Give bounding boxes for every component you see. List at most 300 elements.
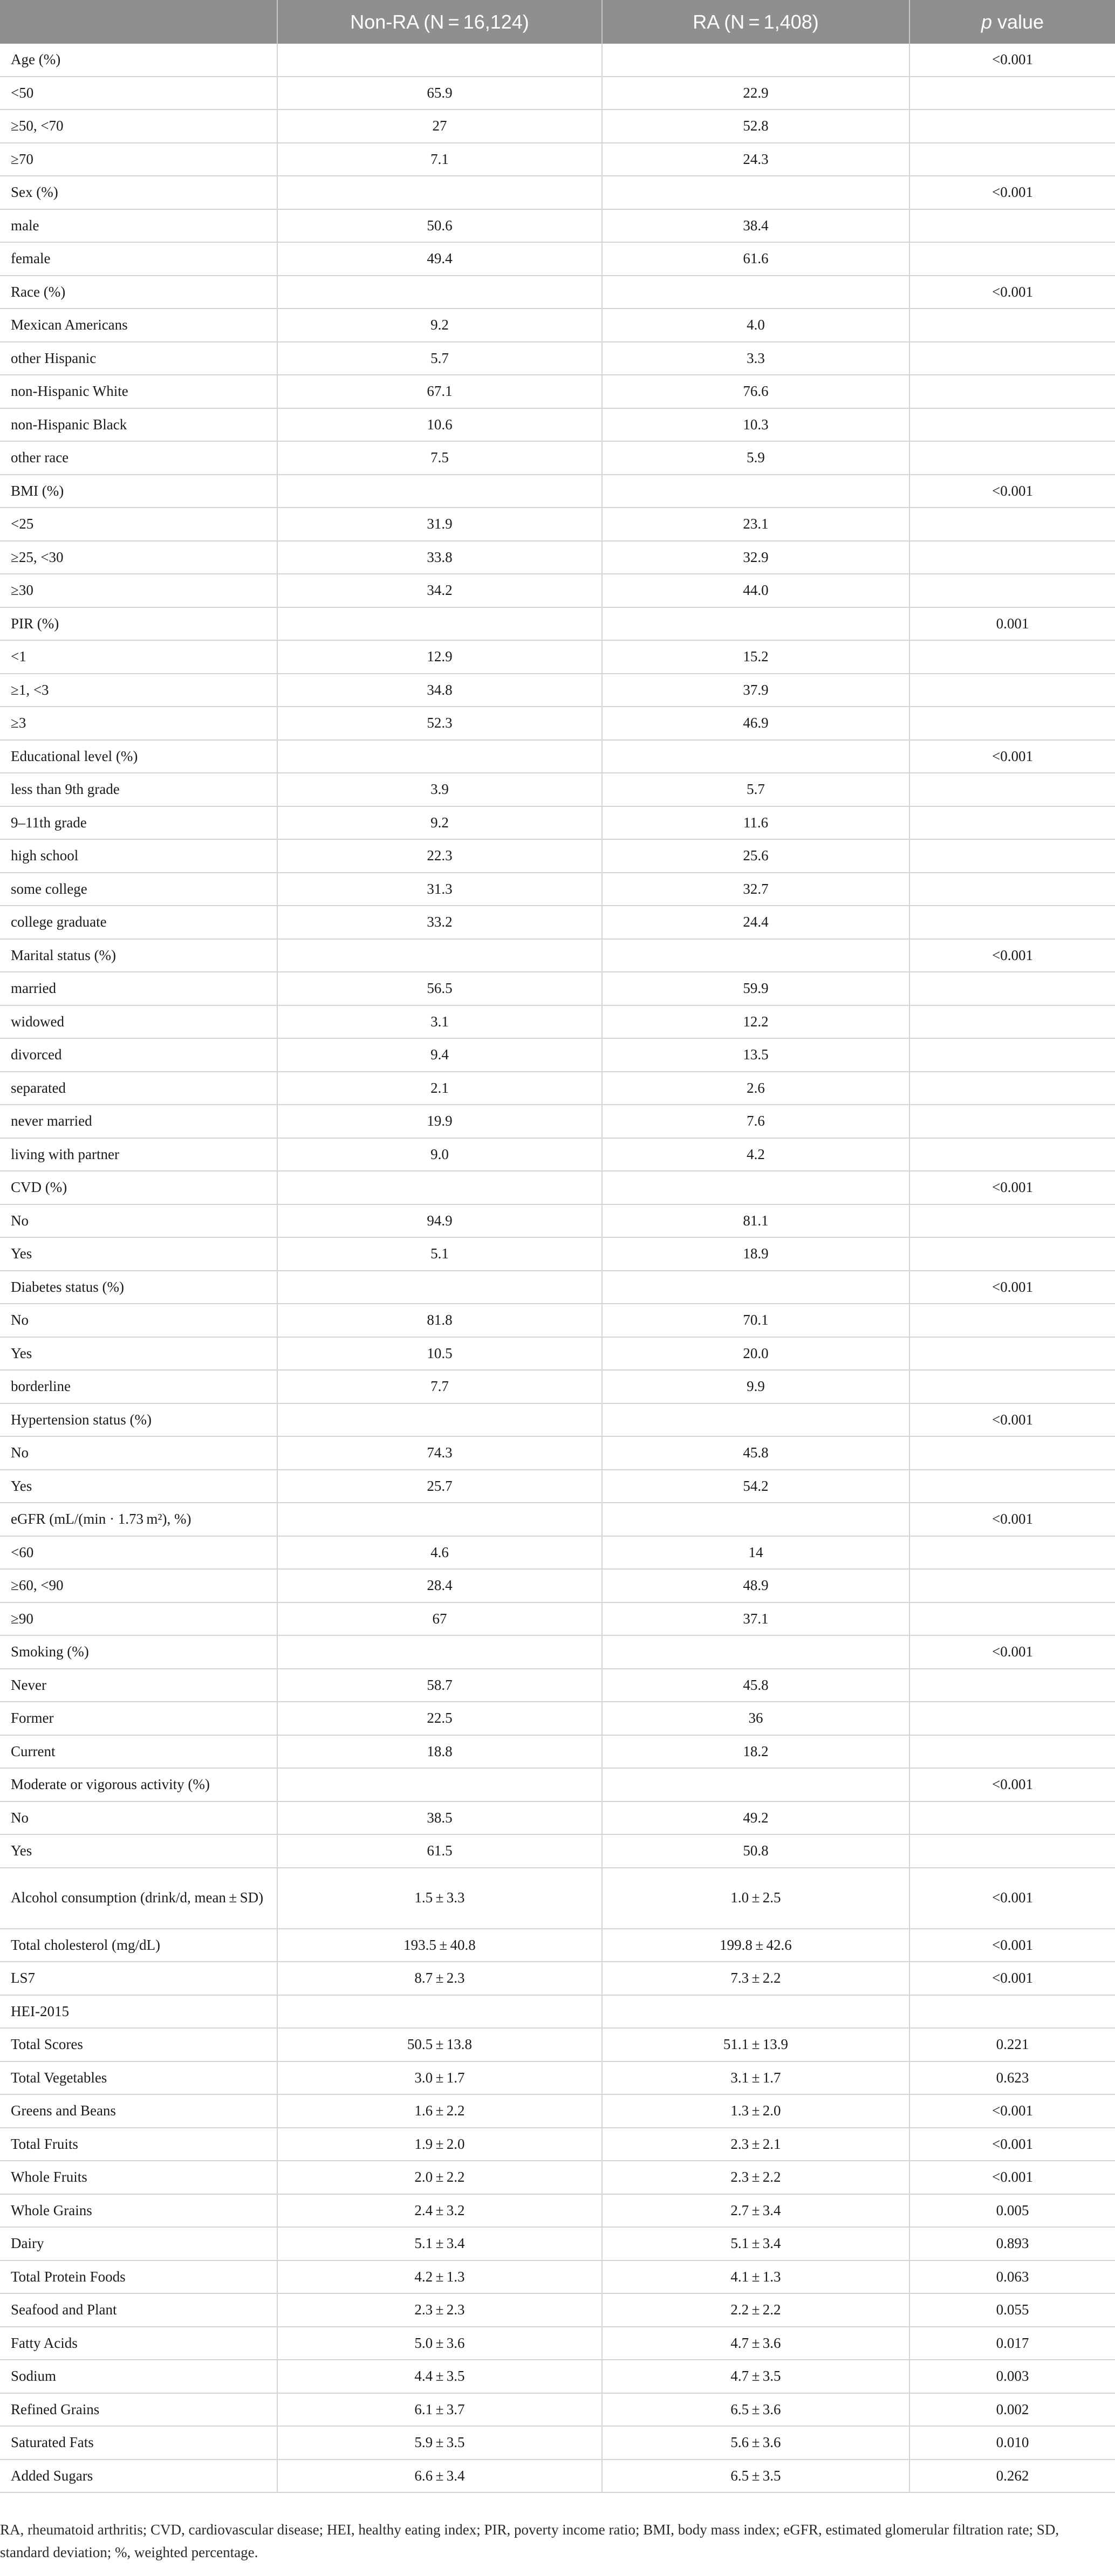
cell-p-value: <0.001 bbox=[909, 2128, 1115, 2161]
table-row bbox=[0, 441, 1115, 475]
cell-variable: less than 9th grade bbox=[0, 773, 277, 806]
header-p-rest: value bbox=[991, 10, 1044, 33]
cell-non-ra: 65.9 bbox=[277, 77, 602, 110]
table-row bbox=[0, 1768, 1115, 1801]
cell-p-value bbox=[909, 242, 1115, 276]
table-row bbox=[0, 1204, 1115, 1238]
cell-p-value bbox=[909, 408, 1115, 442]
cell-non-ra: 52.3 bbox=[277, 707, 602, 740]
table-row bbox=[0, 740, 1115, 773]
cell-non-ra: 7.7 bbox=[277, 1370, 602, 1403]
cell-p-value bbox=[909, 707, 1115, 740]
table-row bbox=[0, 2293, 1115, 2327]
cell-p-value bbox=[909, 1995, 1115, 2029]
cell-non-ra: 18.8 bbox=[277, 1735, 602, 1769]
cell-ra bbox=[602, 44, 909, 77]
cell-variable: ≥3 bbox=[0, 707, 277, 740]
cell-ra: 1.0 ± 2.5 bbox=[602, 1868, 909, 1929]
cell-p-value bbox=[909, 773, 1115, 806]
cell-variable: Saturated Fats bbox=[0, 2426, 277, 2459]
table-row bbox=[0, 839, 1115, 873]
cell-p-value: 0.001 bbox=[909, 607, 1115, 641]
cell-p-value bbox=[909, 309, 1115, 342]
cell-ra: 4.7 ± 3.6 bbox=[602, 2327, 909, 2360]
table-row bbox=[0, 1237, 1115, 1271]
cell-variable: male bbox=[0, 209, 277, 243]
cell-ra: 48.9 bbox=[602, 1569, 909, 1602]
cell-non-ra: 10.5 bbox=[277, 1337, 602, 1371]
cell-variable: Hypertension status (%) bbox=[0, 1403, 277, 1437]
cell-non-ra: 25.7 bbox=[277, 1470, 602, 1503]
table-row bbox=[0, 2393, 1115, 2427]
cell-ra: 4.0 bbox=[602, 309, 909, 342]
cell-ra: 5.1 ± 3.4 bbox=[602, 2227, 909, 2260]
table-row bbox=[0, 1536, 1115, 1570]
cell-non-ra bbox=[277, 939, 602, 972]
cell-p-value bbox=[909, 1204, 1115, 1238]
table-row bbox=[0, 1105, 1115, 1138]
cell-non-ra: 6.6 ± 3.4 bbox=[277, 2459, 602, 2493]
cell-variable: ≥1, <3 bbox=[0, 674, 277, 707]
cell-ra: 45.8 bbox=[602, 1669, 909, 1702]
cell-variable: Total Fruits bbox=[0, 2128, 277, 2161]
cell-non-ra: 34.8 bbox=[277, 674, 602, 707]
cell-p-value: 0.623 bbox=[909, 2061, 1115, 2095]
cell-p-value bbox=[909, 1005, 1115, 1039]
table-row bbox=[0, 2426, 1115, 2459]
cell-variable: Total Protein Foods bbox=[0, 2260, 277, 2294]
cell-p-value: <0.001 bbox=[909, 2161, 1115, 2194]
cell-variable: Yes bbox=[0, 1470, 277, 1503]
cell-non-ra: 3.1 bbox=[277, 1005, 602, 1039]
cell-non-ra bbox=[277, 740, 602, 773]
cell-p-value bbox=[909, 1735, 1115, 1769]
cell-ra: 52.8 bbox=[602, 109, 909, 143]
cell-non-ra: 81.8 bbox=[277, 1304, 602, 1337]
cell-p-value: <0.001 bbox=[909, 276, 1115, 309]
cell-p-value: <0.001 bbox=[909, 1403, 1115, 1437]
cell-ra: 2.6 bbox=[602, 1072, 909, 1105]
table-row bbox=[0, 2227, 1115, 2260]
table-row bbox=[0, 1304, 1115, 1337]
cell-p-value bbox=[909, 1038, 1115, 1072]
table-row bbox=[0, 674, 1115, 707]
cell-variable: Race (%) bbox=[0, 276, 277, 309]
header-non-ra: Non-RA (N = 16,124) bbox=[277, 0, 602, 44]
cell-non-ra: 33.8 bbox=[277, 541, 602, 574]
cell-variable: ≥25, <30 bbox=[0, 541, 277, 574]
table-row bbox=[0, 1569, 1115, 1602]
table-row bbox=[0, 1271, 1115, 1304]
cell-non-ra: 74.3 bbox=[277, 1436, 602, 1470]
cell-variable: ≥30 bbox=[0, 574, 277, 607]
cell-non-ra: 5.1 bbox=[277, 1237, 602, 1271]
cell-ra: 32.7 bbox=[602, 873, 909, 906]
table-row bbox=[0, 508, 1115, 541]
table-header bbox=[0, 0, 1115, 44]
cell-p-value: <0.001 bbox=[909, 1929, 1115, 1962]
cell-non-ra bbox=[277, 1768, 602, 1801]
cell-ra: 38.4 bbox=[602, 209, 909, 243]
cell-non-ra: 28.4 bbox=[277, 1569, 602, 1602]
cell-non-ra: 193.5 ± 40.8 bbox=[277, 1929, 602, 1962]
cell-ra bbox=[602, 1403, 909, 1437]
cell-non-ra: 67 bbox=[277, 1602, 602, 1636]
cell-variable: separated bbox=[0, 1072, 277, 1105]
cell-variable: Dairy bbox=[0, 2227, 277, 2260]
cell-variable: No bbox=[0, 1304, 277, 1337]
cell-p-value bbox=[909, 342, 1115, 375]
cell-non-ra: 9.0 bbox=[277, 1138, 602, 1171]
cell-p-value bbox=[909, 1569, 1115, 1602]
cell-ra: 14 bbox=[602, 1536, 909, 1570]
cell-ra: 76.6 bbox=[602, 375, 909, 408]
cell-variable: Diabetes status (%) bbox=[0, 1271, 277, 1304]
table-row bbox=[0, 640, 1115, 674]
cell-variable: No bbox=[0, 1204, 277, 1238]
cell-ra: 199.8 ± 42.6 bbox=[602, 1929, 909, 1962]
cell-ra: 2.2 ± 2.2 bbox=[602, 2293, 909, 2327]
cell-p-value bbox=[909, 674, 1115, 707]
cell-variable: LS7 bbox=[0, 1962, 277, 1995]
cell-non-ra bbox=[277, 1635, 602, 1669]
cell-ra: 6.5 ± 3.5 bbox=[602, 2459, 909, 2493]
cell-p-value bbox=[909, 1702, 1115, 1735]
table-row bbox=[0, 1370, 1115, 1403]
table-row bbox=[0, 1602, 1115, 1636]
table-row bbox=[0, 143, 1115, 176]
cell-ra: 24.4 bbox=[602, 906, 909, 939]
cell-variable: Never bbox=[0, 1669, 277, 1702]
cell-p-value bbox=[909, 508, 1115, 541]
cell-non-ra: 2.4 ± 3.2 bbox=[277, 2194, 602, 2228]
table-row bbox=[0, 906, 1115, 939]
cell-non-ra: 22.5 bbox=[277, 1702, 602, 1735]
table-row bbox=[0, 1702, 1115, 1735]
cell-variable: Yes bbox=[0, 1237, 277, 1271]
cell-variable: Added Sugars bbox=[0, 2459, 277, 2493]
cell-non-ra: 49.4 bbox=[277, 242, 602, 276]
cell-ra: 7.3 ± 2.2 bbox=[602, 1962, 909, 1995]
cell-non-ra: 61.5 bbox=[277, 1834, 602, 1868]
table-row bbox=[0, 1470, 1115, 1503]
cell-ra bbox=[602, 939, 909, 972]
cell-variable: divorced bbox=[0, 1038, 277, 1072]
cell-p-value bbox=[909, 1337, 1115, 1371]
table-footnote: RA, rheumatoid arthritis; CVD, cardiovascular disease; HEI, healthy eating index; PIR, poverty income ratio; BMI, body mass index; eGFR, estimated glomerular filtration rate; SD, standard deviation; %, weighted percentage. bbox=[0, 2522, 1059, 2560]
cell-variable: Mexican Americans bbox=[0, 309, 277, 342]
cell-p-value: 0.017 bbox=[909, 2327, 1115, 2360]
table-row bbox=[0, 773, 1115, 806]
header-ra: RA (N = 1,408) bbox=[602, 0, 909, 44]
cell-p-value bbox=[909, 1436, 1115, 1470]
cell-ra: 4.7 ± 3.5 bbox=[602, 2360, 909, 2393]
cell-p-value: <0.001 bbox=[909, 740, 1115, 773]
cell-non-ra bbox=[277, 1995, 602, 2029]
table-row bbox=[0, 1735, 1115, 1769]
cell-non-ra bbox=[277, 1503, 602, 1536]
cell-non-ra: 22.3 bbox=[277, 839, 602, 873]
cell-variable: non-Hispanic Black bbox=[0, 408, 277, 442]
cell-variable: Current bbox=[0, 1735, 277, 1769]
cell-variable: Yes bbox=[0, 1337, 277, 1371]
cell-ra: 1.3 ± 2.0 bbox=[602, 2094, 909, 2128]
cell-p-value bbox=[909, 1470, 1115, 1503]
cell-ra bbox=[602, 1171, 909, 1204]
table-row bbox=[0, 2028, 1115, 2061]
cell-p-value: 0.055 bbox=[909, 2293, 1115, 2327]
cell-non-ra bbox=[277, 475, 602, 508]
cell-variable: ≥70 bbox=[0, 143, 277, 176]
cell-p-value: <0.001 bbox=[909, 1962, 1115, 1995]
cell-p-value: 0.221 bbox=[909, 2028, 1115, 2061]
cell-non-ra: 94.9 bbox=[277, 1204, 602, 1238]
table-row bbox=[0, 1635, 1115, 1669]
cell-variable: widowed bbox=[0, 1005, 277, 1039]
cell-non-ra: 58.7 bbox=[277, 1669, 602, 1702]
cell-non-ra: 7.1 bbox=[277, 143, 602, 176]
table-row bbox=[0, 972, 1115, 1005]
table-row bbox=[0, 408, 1115, 442]
table-row bbox=[0, 309, 1115, 342]
table-row bbox=[0, 2327, 1115, 2360]
cell-non-ra: 1.5 ± 3.3 bbox=[277, 1868, 602, 1929]
cell-p-value: <0.001 bbox=[909, 1271, 1115, 1304]
cell-ra: 18.9 bbox=[602, 1237, 909, 1271]
cell-variable: ≥90 bbox=[0, 1602, 277, 1636]
cell-variable: Moderate or vigorous activity (%) bbox=[0, 1768, 277, 1801]
cell-p-value bbox=[909, 574, 1115, 607]
cell-non-ra: 1.6 ± 2.2 bbox=[277, 2094, 602, 2128]
table-row bbox=[0, 2128, 1115, 2161]
cell-non-ra: 50.6 bbox=[277, 209, 602, 243]
cell-variable: Whole Grains bbox=[0, 2194, 277, 2228]
cell-ra bbox=[602, 607, 909, 641]
cell-variable: Seafood and Plant bbox=[0, 2293, 277, 2327]
cell-p-value: 0.893 bbox=[909, 2227, 1115, 2260]
table-row bbox=[0, 1669, 1115, 1702]
table-row bbox=[0, 574, 1115, 607]
cell-ra: 2.7 ± 3.4 bbox=[602, 2194, 909, 2228]
cell-p-value bbox=[909, 906, 1115, 939]
cell-ra: 11.6 bbox=[602, 806, 909, 840]
cell-p-value bbox=[909, 541, 1115, 574]
table-row bbox=[0, 1834, 1115, 1868]
cell-ra: 61.6 bbox=[602, 242, 909, 276]
cell-variable: No bbox=[0, 1801, 277, 1835]
cell-p-value bbox=[909, 806, 1115, 840]
cell-ra: 9.9 bbox=[602, 1370, 909, 1403]
table-row bbox=[0, 607, 1115, 641]
cell-p-value: 0.005 bbox=[909, 2194, 1115, 2228]
cell-variable: Sodium bbox=[0, 2360, 277, 2393]
cell-ra: 51.1 ± 13.9 bbox=[602, 2028, 909, 2061]
cell-p-value bbox=[909, 1105, 1115, 1138]
table-row bbox=[0, 1403, 1115, 1437]
cell-ra: 13.5 bbox=[602, 1038, 909, 1072]
cell-variable: married bbox=[0, 972, 277, 1005]
cell-ra: 4.2 bbox=[602, 1138, 909, 1171]
table-row bbox=[0, 1038, 1115, 1072]
cell-variable: <25 bbox=[0, 508, 277, 541]
table-row bbox=[0, 209, 1115, 243]
table-row bbox=[0, 1503, 1115, 1536]
cell-ra: 81.1 bbox=[602, 1204, 909, 1238]
cell-non-ra: 1.9 ± 2.0 bbox=[277, 2128, 602, 2161]
table-row bbox=[0, 2194, 1115, 2228]
cell-ra: 46.9 bbox=[602, 707, 909, 740]
cell-ra: 15.2 bbox=[602, 640, 909, 674]
cell-non-ra: 4.4 ± 3.5 bbox=[277, 2360, 602, 2393]
cell-variable: Total cholesterol (mg/dL) bbox=[0, 1929, 277, 1962]
cell-variable: borderline bbox=[0, 1370, 277, 1403]
cell-variable: Total Vegetables bbox=[0, 2061, 277, 2095]
cell-p-value: <0.001 bbox=[909, 1635, 1115, 1669]
cell-non-ra: 33.2 bbox=[277, 906, 602, 939]
table-row bbox=[0, 342, 1115, 375]
cell-variable: non-Hispanic White bbox=[0, 375, 277, 408]
cell-ra: 44.0 bbox=[602, 574, 909, 607]
cell-non-ra bbox=[277, 44, 602, 77]
cell-ra: 4.1 ± 1.3 bbox=[602, 2260, 909, 2294]
cell-variable: other race bbox=[0, 441, 277, 475]
cell-p-value bbox=[909, 375, 1115, 408]
cell-non-ra bbox=[277, 176, 602, 209]
cell-variable: living with partner bbox=[0, 1138, 277, 1171]
cell-variable: ≥50, <70 bbox=[0, 109, 277, 143]
cell-variable: 9–11th grade bbox=[0, 806, 277, 840]
table-row bbox=[0, 873, 1115, 906]
cell-p-value: 0.063 bbox=[909, 2260, 1115, 2294]
cell-p-value: <0.001 bbox=[909, 1768, 1115, 1801]
cell-non-ra: 3.9 bbox=[277, 773, 602, 806]
table-row bbox=[0, 276, 1115, 309]
cell-ra: 2.3 ± 2.1 bbox=[602, 2128, 909, 2161]
cell-variable: some college bbox=[0, 873, 277, 906]
cell-ra: 18.2 bbox=[602, 1735, 909, 1769]
cell-ra: 20.0 bbox=[602, 1337, 909, 1371]
cell-p-value: 0.262 bbox=[909, 2459, 1115, 2493]
cell-p-value bbox=[909, 1536, 1115, 1570]
cell-variable: Former bbox=[0, 1702, 277, 1735]
cell-variable: Yes bbox=[0, 1834, 277, 1868]
cell-p-value: <0.001 bbox=[909, 1503, 1115, 1536]
cell-p-value bbox=[909, 143, 1115, 176]
cell-p-value bbox=[909, 972, 1115, 1005]
cell-variable: Alcohol consumption (drink/d, mean ± SD) bbox=[0, 1868, 277, 1929]
cell-ra: 50.8 bbox=[602, 1834, 909, 1868]
cell-ra: 10.3 bbox=[602, 408, 909, 442]
cell-p-value: <0.001 bbox=[909, 44, 1115, 77]
cell-ra bbox=[602, 740, 909, 773]
cell-variable: <1 bbox=[0, 640, 277, 674]
cell-variable: Greens and Beans bbox=[0, 2094, 277, 2128]
cell-non-ra: 10.6 bbox=[277, 408, 602, 442]
header-variable bbox=[0, 0, 277, 44]
cell-non-ra: 2.0 ± 2.2 bbox=[277, 2161, 602, 2194]
cell-non-ra: 38.5 bbox=[277, 1801, 602, 1835]
cell-ra: 24.3 bbox=[602, 143, 909, 176]
cell-p-value bbox=[909, 839, 1115, 873]
cell-variable: Age (%) bbox=[0, 44, 277, 77]
cell-variable: Fatty Acids bbox=[0, 2327, 277, 2360]
cell-ra bbox=[602, 1768, 909, 1801]
cell-p-value bbox=[909, 1602, 1115, 1636]
cell-p-value bbox=[909, 209, 1115, 243]
table-row bbox=[0, 1171, 1115, 1204]
header-row bbox=[0, 0, 1115, 44]
cell-variable: Marital status (%) bbox=[0, 939, 277, 972]
table-row bbox=[0, 1801, 1115, 1835]
table-row bbox=[0, 2260, 1115, 2294]
cell-ra: 3.3 bbox=[602, 342, 909, 375]
cell-variable: Educational level (%) bbox=[0, 740, 277, 773]
cell-non-ra: 9.4 bbox=[277, 1038, 602, 1072]
cell-variable: Smoking (%) bbox=[0, 1635, 277, 1669]
table-body bbox=[0, 44, 1115, 2492]
cell-p-value bbox=[909, 1370, 1115, 1403]
table-row bbox=[0, 176, 1115, 209]
header-p-value bbox=[909, 0, 1115, 44]
cell-non-ra: 31.9 bbox=[277, 508, 602, 541]
cell-non-ra: 12.9 bbox=[277, 640, 602, 674]
cell-variable: never married bbox=[0, 1105, 277, 1138]
cell-variable: BMI (%) bbox=[0, 475, 277, 508]
table-row bbox=[0, 541, 1115, 574]
cell-p-value: 0.002 bbox=[909, 2393, 1115, 2427]
table-row bbox=[0, 109, 1115, 143]
table-row bbox=[0, 2161, 1115, 2194]
cell-non-ra: 31.3 bbox=[277, 873, 602, 906]
table-row bbox=[0, 2459, 1115, 2493]
cell-non-ra: 9.2 bbox=[277, 806, 602, 840]
table-row bbox=[0, 939, 1115, 972]
cell-variable: CVD (%) bbox=[0, 1171, 277, 1204]
table-row bbox=[0, 475, 1115, 508]
cell-variable: No bbox=[0, 1436, 277, 1470]
cell-p-value: 0.010 bbox=[909, 2426, 1115, 2459]
cell-variable: other Hispanic bbox=[0, 342, 277, 375]
cell-p-value bbox=[909, 1801, 1115, 1835]
cell-ra: 23.1 bbox=[602, 508, 909, 541]
cell-ra: 49.2 bbox=[602, 1801, 909, 1835]
cell-p-value bbox=[909, 77, 1115, 110]
cell-p-value: <0.001 bbox=[909, 2094, 1115, 2128]
cell-non-ra: 7.5 bbox=[277, 441, 602, 475]
cell-ra: 22.9 bbox=[602, 77, 909, 110]
cell-non-ra bbox=[277, 1171, 602, 1204]
cell-p-value: <0.001 bbox=[909, 1171, 1115, 1204]
cell-non-ra: 56.5 bbox=[277, 972, 602, 1005]
cell-variable: <60 bbox=[0, 1536, 277, 1570]
cell-p-value bbox=[909, 109, 1115, 143]
cell-non-ra: 4.6 bbox=[277, 1536, 602, 1570]
cell-p-value: <0.001 bbox=[909, 1868, 1115, 1929]
cell-non-ra bbox=[277, 1271, 602, 1304]
cell-ra: 6.5 ± 3.6 bbox=[602, 2393, 909, 2427]
cell-non-ra: 19.9 bbox=[277, 1105, 602, 1138]
table-row bbox=[0, 1929, 1115, 1962]
cell-variable: PIR (%) bbox=[0, 607, 277, 641]
cell-ra: 36 bbox=[602, 1702, 909, 1735]
cell-ra bbox=[602, 1503, 909, 1536]
cell-ra bbox=[602, 176, 909, 209]
cell-variable: Refined Grains bbox=[0, 2393, 277, 2427]
cell-non-ra: 8.7 ± 2.3 bbox=[277, 1962, 602, 1995]
table-row bbox=[0, 806, 1115, 840]
cell-ra: 5.7 bbox=[602, 773, 909, 806]
cell-ra bbox=[602, 1635, 909, 1669]
